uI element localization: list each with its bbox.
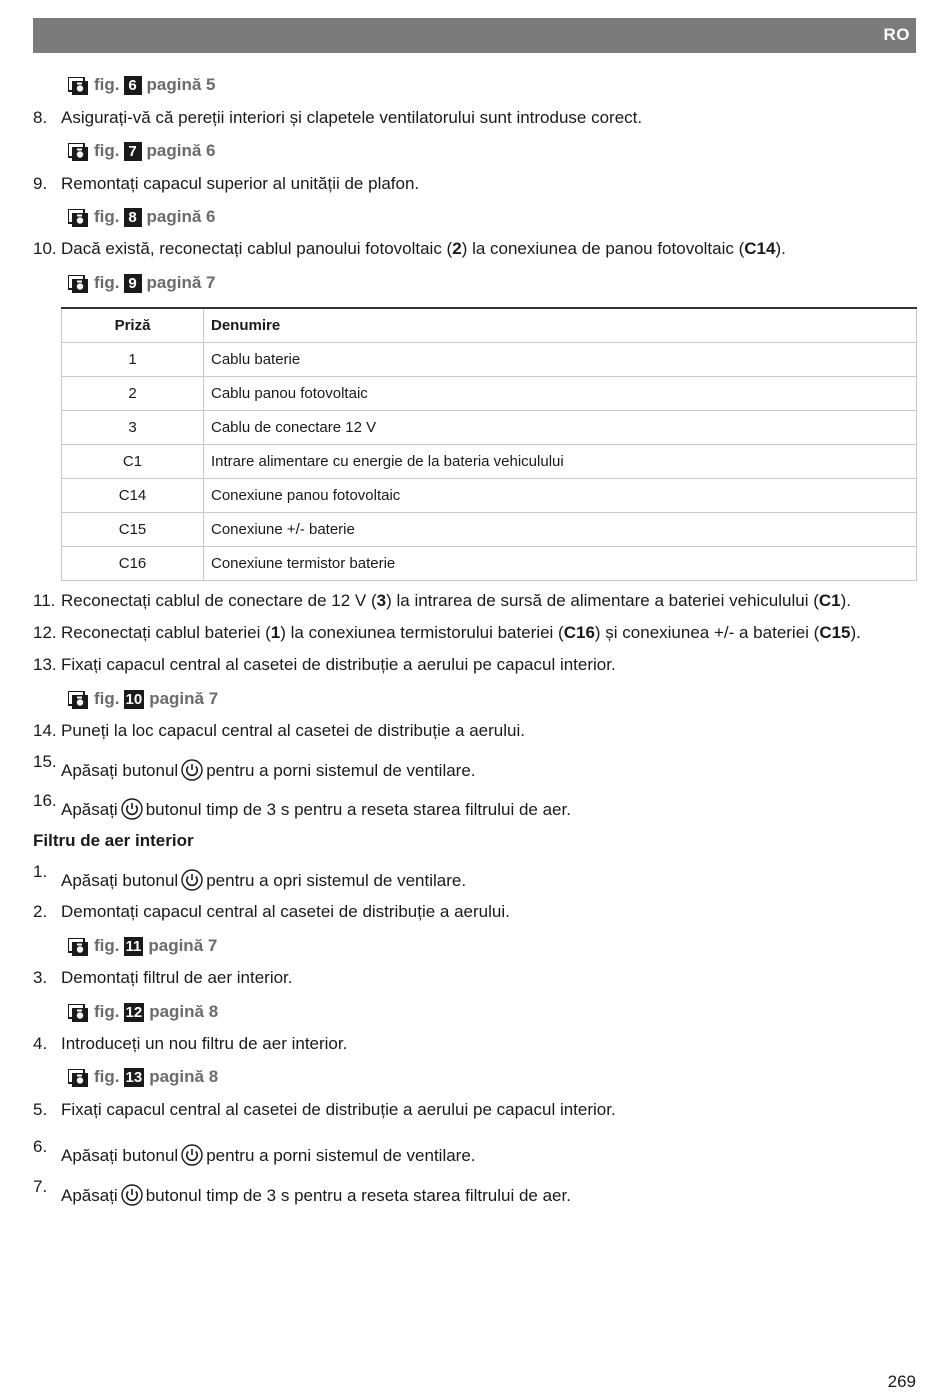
page-label: pagină [149,1067,204,1086]
figure-reference [68,206,216,228]
filter-step-4 [33,1033,347,1055]
step-14 [33,720,525,742]
fig-number: 12 [125,1004,143,1022]
page-ref: 7 [208,689,219,708]
page-label: pagină [146,207,202,226]
figure-reference [68,140,216,162]
figure-reference [68,1066,218,1088]
filter-step-7 [33,1177,571,1208]
step-text: Reconectați cablul bateriei (1) la conexiunea termistorului bateriei (C16) și conexiunea +/- a bateriei (C15). [61,623,861,642]
fig-number: 9 [124,274,142,293]
power-button-icon [181,759,203,781]
page-label: pagină [149,1002,204,1021]
step-12 [33,622,861,644]
step-text: Asigurați-vă că pereții interiori și clapetele ventilatorului sunt introduse corect. [61,108,643,127]
fig-number: 13 [125,1069,143,1087]
step-text: Demontați capacul central al casetei de distribuție a aerului. [61,902,510,921]
step-text: Fixați capacul central al casetei de distribuție a aerului pe capacul interior. [61,1100,616,1119]
figure-reference [68,935,217,957]
page-ref: 7 [207,936,218,955]
step-15 [33,752,476,783]
table-header-row [62,308,917,343]
step-number: 7. [33,1177,48,1196]
step-text: Introduceți un nou filtru de aer interior. [61,1034,348,1053]
step-number: 12. [33,623,57,642]
power-button-icon [181,1144,203,1166]
page-number: 269 [887,1372,916,1391]
table-cell: Conexiune +/- baterie [204,513,917,547]
table-row [62,411,917,445]
step-text: Remontați capacul superior al unității de plafon. [61,174,420,193]
fig-label: fig. [94,273,120,292]
table-cell: C14 [62,479,204,513]
page-label: pagină [146,273,202,292]
fig-label: fig. [94,1067,120,1086]
filter-step-3 [33,967,293,989]
step-number: 1. [33,862,48,881]
column-header: Denumire [204,308,917,343]
step-text: Fixați capacul central al casetei de distribuție a aerului pe capacul interior. [61,655,616,674]
step-number: 11. [33,591,56,610]
page-ref: 8 [208,1067,219,1086]
table-cell: Cablu panou fotovoltaic [204,377,917,411]
step-number: 4. [33,1034,48,1053]
fig-number: 8 [124,208,142,227]
camera-icon [68,691,88,709]
page-label: pagină [146,75,202,94]
page-label: pagină [149,689,204,708]
filter-step-1 [33,862,467,893]
step-number: 5. [33,1100,48,1119]
step-text: Puneți la loc capacul central al casetei de distribuție a aerului. [61,721,525,740]
figure-reference [68,272,216,294]
table-row [62,547,917,581]
figure-reference [68,74,216,96]
step-9 [33,173,419,195]
page-ref: 8 [208,1002,219,1021]
camera-icon [68,275,88,293]
camera-icon [68,1069,88,1087]
fig-number: 6 [124,76,142,95]
step-number: 10. [33,239,57,258]
step-number: 16. [33,791,57,810]
fig-label: fig. [94,1002,120,1021]
table-cell: C1 [62,445,204,479]
language-code: RO [883,25,910,44]
table-cell: C16 [62,547,204,581]
table-cell: Conexiune panou fotovoltaic [204,479,917,513]
table-cell: Conexiune termistor baterie [204,547,917,581]
fig-label: fig. [94,689,120,708]
step-number: 9. [33,174,48,193]
table-row [62,445,917,479]
step-text: Reconectați cablul de conectare de 12 V (3) la intrarea de sursă de alimentare a bateriei vehiculului (C1). [61,591,852,610]
page-ref: 7 [206,273,216,292]
step-text: Apăsați butonul pentru a opri sistemul de ventilare. [61,870,466,893]
step-text: Apăsați butonul timp de 3 s pentru a reseta starea filtrului de aer. [61,1185,571,1208]
table-cell: C15 [62,513,204,547]
step-number: 2. [33,902,48,921]
page-label: pagină [146,141,202,160]
step-11 [33,590,851,612]
step-text: Apăsați butonul pentru a porni sistemul de ventilare. [61,1145,476,1168]
filter-step-5 [33,1099,616,1121]
camera-icon [68,77,88,95]
step-13 [33,654,616,676]
table-row [62,377,917,411]
table-row [62,513,917,547]
step-number: 8. [33,108,48,127]
power-button-icon [121,798,143,820]
step-text: Dacă există, reconectați cablul panoului fotovoltaic (2) la conexiunea de panou fotovoltaic (C14). [61,239,786,258]
column-header: Priză [62,308,204,343]
table-row [62,479,917,513]
step-text: Apăsați butonul timp de 3 s pentru a reseta starea filtrului de aer. [61,799,571,822]
connector-table [61,307,917,581]
step-number: 6. [33,1137,48,1156]
step-number: 3. [33,968,48,987]
step-number: 15. [33,752,57,771]
fig-label: fig. [94,207,120,226]
fig-number: 11 [125,938,142,956]
power-button-icon [121,1184,143,1206]
fig-number: 7 [124,142,142,161]
power-button-icon [181,869,203,891]
camera-icon [68,1004,88,1022]
camera-icon [68,209,88,227]
table-cell: 2 [62,377,204,411]
section-heading: Filtru de aer interior [33,831,194,850]
header-bar [33,18,916,53]
page-ref: 6 [206,207,216,226]
camera-icon [68,938,88,956]
table-cell: 1 [62,343,204,377]
figure-reference [68,1001,218,1023]
figure-reference [68,688,218,710]
camera-icon [68,143,88,161]
step-16 [33,791,571,822]
step-text: Apăsați butonul pentru a porni sistemul de ventilare. [61,760,476,783]
step-number: 13. [33,655,57,674]
table-row [62,343,917,377]
table-cell: Cablu de conectare 12 V [204,411,917,445]
page-ref: 5 [206,75,216,94]
fig-number: 10 [125,691,143,709]
page-label: pagină [148,936,204,955]
table-cell: Cablu baterie [204,343,917,377]
filter-step-6 [33,1137,476,1168]
fig-label: fig. [94,936,120,955]
page-ref: 6 [206,141,216,160]
table-cell: Intrare alimentare cu energie de la bateria vehiculului [204,445,917,479]
step-number: 14. [33,721,57,740]
step-text: Demontați filtrul de aer interior. [61,968,293,987]
step-8 [33,107,642,129]
filter-step-2 [33,901,510,923]
fig-label: fig. [94,141,120,160]
table-cell: 3 [62,411,204,445]
step-10 [33,238,786,260]
fig-label: fig. [94,75,120,94]
